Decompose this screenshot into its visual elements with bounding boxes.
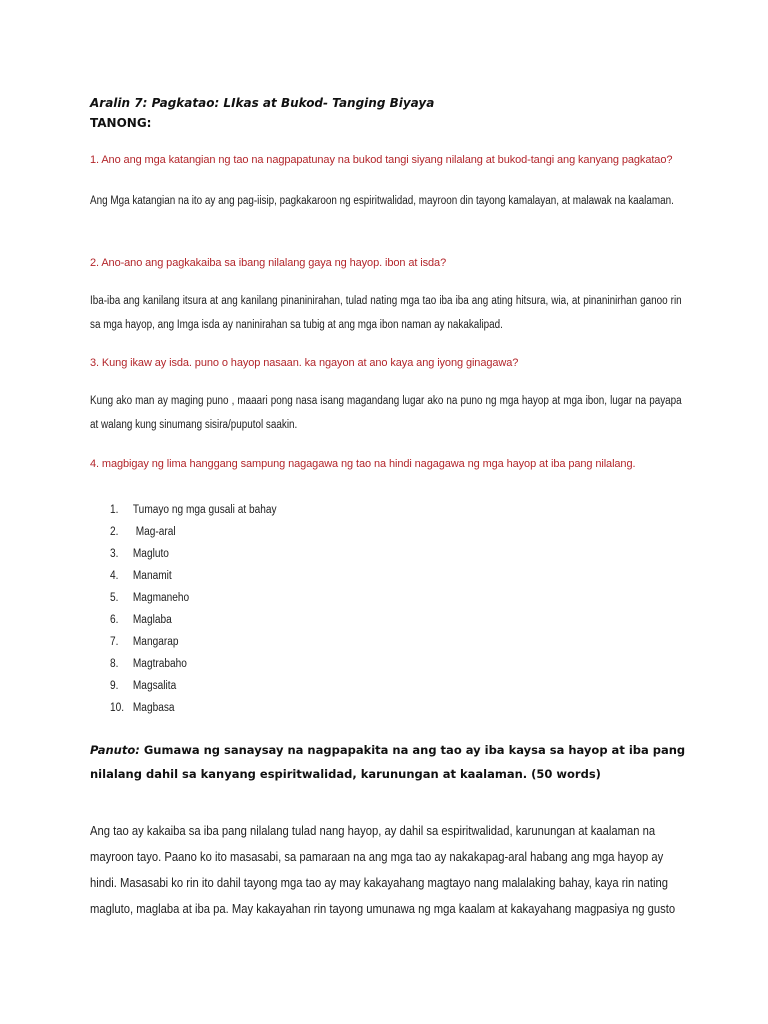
answer-2: Iba-iba ang kanilang itsura at ang kanilang pinaninirahan, tulad nating mga tao iba iba ang ating hitsura, wia, at pinaninirhan ganoo rin sa mga hayop, ang Imga isda ay naninirahan sa tubig at ang mga ibon naman ay nakakalipad.: [90, 295, 682, 331]
list-item: 5. Magmaneho: [110, 592, 190, 604]
answer-1: Ang Mga katangian na ito ay ang pag-iisip, pagkakaroon ng espiritwalidad, mayroon din tayong kamalayan, at malawak na kaalaman.: [90, 195, 674, 207]
question-4: 4. magbigay ng lima hanggang sampung nagagawa ng tao na hindi nagagawa ng mga hayop at iba pang nilalang.: [90, 458, 636, 470]
list-item: 9. Magsalita: [110, 680, 177, 692]
list-item: 3. Magluto: [110, 548, 169, 560]
answer-4-list: [110, 499, 299, 719]
question-2: 2. Ano-ano ang pagkakaiba sa ibang nilalang gaya ng hayop. ibon at isda?: [90, 257, 447, 269]
list-item: 8. Magtrabaho: [110, 658, 187, 670]
instructions-text: Gumawa ng sanaysay na nagpapakita na ang tao ay iba kaysa sa hayop at iba pang nilalang dahil sa kanyang espiritwalidad, karunungan at kaalaman. (50 words): [90, 743, 686, 781]
lesson-title: Aralin 7: Pagkatao: LIkas at Bukod- Tanging Biyaya: [90, 96, 435, 110]
questions-heading: TANONG:: [90, 116, 152, 130]
list-item: 2. Mag-aral: [110, 526, 176, 538]
question-3: 3. Kung ikaw ay isda. puno o hayop nasaan. ka ngayon at ano kaya ang iyong ginagawa?: [90, 357, 519, 369]
list-item: 6. Maglaba: [110, 614, 172, 626]
list-item: 7. Mangarap: [110, 636, 179, 648]
essay-answer: Ang tao ay kakaiba sa iba pang nilalang tulad nang hayop, ay dahil sa espiritwalidad, karunungan at kaalaman na mayroon tayo. Paano ko ito masasabi, sa pamaraan na ang mga tao ay nakakapag-aral habang ang mga hayop ay hindi. Masasabi ko rin ito dahil tayong mga tao ay may kakayahang magtayo nang malalaking bahay, kaya rin nating magluto, maglaba at iba pa. May kakayahan rin tayong umunawa ng mga kaalam at kakayahang magpasiya ng gusto: [90, 823, 676, 916]
question-1: 1. Ano ang mga katangian ng tao na nagpapatunay na bukod tangi siyang nilalang at bukod-tangi ang kanyang pagkatao?: [90, 154, 673, 166]
list-item: 1. Tumayo ng mga gusali at bahay: [110, 504, 277, 516]
list-item: 4. Manamit: [110, 570, 172, 582]
answer-3: Kung ako man ay maging puno , maaari pong nasa isang magandang lugar ako na puno ng mga hayop at mga ibon, lugar na payapa at walang kung sinumang sisira/puputol saakin.: [90, 395, 682, 431]
list-item: 10. Magbasa: [110, 702, 175, 714]
instructions-label: Panuto:: [90, 743, 140, 757]
instructions: [90, 738, 690, 786]
